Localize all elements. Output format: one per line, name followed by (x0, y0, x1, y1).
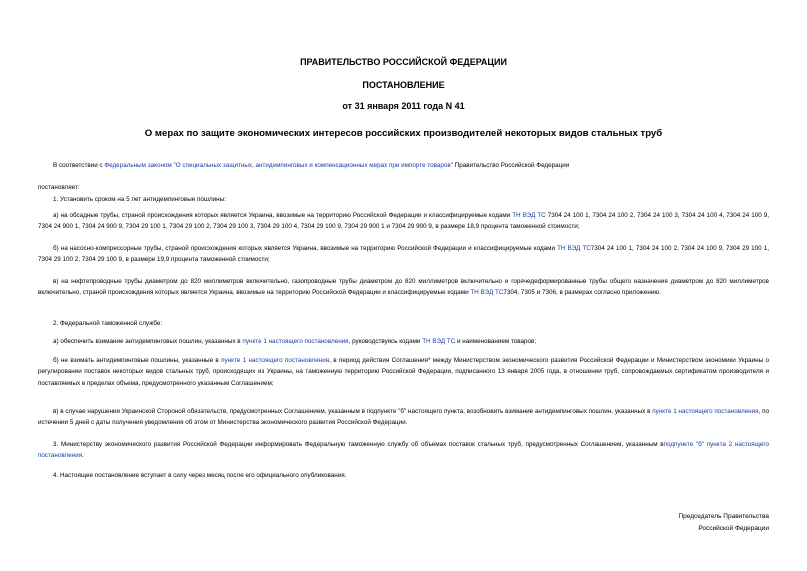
clause-1-link[interactable]: пункте 1 настоящего постановления (652, 408, 759, 415)
clause-1b-codes: 7304 24 100 1, 7304 24 100 2, 7304 24 100 9, 7304 29 100 1, 7304 29 100 2, 7304 29 100 9, в размере 19,9 процента таможенной стоимости; (38, 245, 769, 264)
clause-1b (38, 243, 769, 266)
signature-org: Российской Федерации (698, 525, 769, 532)
clause-2c-text: в) в случае нарушения Украинской Стороной обязательств, предусмотренных Соглашением, указанным в подпункте "б" настоящего пункта, возобновить взимание антидемпинговых пошлин, указанных в (53, 408, 653, 415)
decree-word: постановляет: (38, 184, 80, 191)
clause-1-link[interactable]: пункте 1 настоящего постановления (242, 338, 349, 345)
clause-2a-text: а) обеспечить взимание антидемпинговых пошлин, указанных в (53, 338, 243, 345)
clause-1-heading: 1. Установить сроком на 5 лет антидемпинговые пошлины: (53, 196, 226, 203)
signature-block (678, 511, 769, 535)
clause-1c-codes: 7304, 7305 и 7306, в размерах согласно приложению. (503, 289, 661, 297)
clause-1a-codes: 7304 24 100 1, 7304 24 100 2, 7304 24 100 3, 7304 24 100 4, 7304 24 100 9, 7304 24 900 1, 7304 24 900 9, 7304 29 100 1, 7304 29 100 2, 7304 29 100 3, 7304 29 100 4, 7304 29 100 9, 7304 29 900 1 и 7304 29 900 9, в размере 18,9 процента таможенной стоимости; (38, 212, 769, 231)
preamble-text-pre: В соответствии с (53, 162, 105, 169)
tn-ved-link[interactable]: ТН ВЭД ТС (557, 245, 591, 252)
document-date-number: от 31 января 2011 года N 41 (342, 101, 465, 111)
clause-2b-end: , в период действия Соглашения* между Министерством экономического развития Российской Федерации и Министерством экономики Украины о регулировании поставок некоторых видов стальных труб, происходящих из Украины, на таможенную территорию Российской Федерации, подписанного 13 января 2005 года, в отношении труб, сопровождаемых сертификатом производителя и поставляемых в пределах объема, предусмотренного указанным Соглашением; (38, 357, 769, 387)
clause-2-heading: 2. Федеральной таможенной службе: (53, 320, 163, 327)
clause-3-text: 3. Министерству экономического развития Российской Федерации информировать Федеральную таможенную службу об объемах поставок стальных труб, предусмотренных Соглашением, указанным в (53, 441, 664, 448)
clause-2c (38, 406, 769, 429)
clause-1a-text: а) на обсадные трубы, страной происхождения которых является Украина, ввозимые на территорию Российской Федерации и классифицируемые кодами (53, 212, 513, 219)
clause-1c-text: в) на нефтепроводные трубы диаметром до 820 миллиметров включительно, газопроводные трубы диаметром до 820 миллиметров включительно и горячедеформированные трубы общего назначения диаметром до 820 миллиметров включительно, страной происхождения которых является Украина, ввозимые на территорию Российской Федерации и классифицируемые кодами (38, 278, 769, 297)
federal-law-link[interactable]: Федеральным законом "О специальных защитных, антидемпинговых и компенсационных мерах при импорте товаров" (104, 162, 454, 169)
clause-2a-end: и наименованием товаров; (455, 338, 537, 345)
clause-1-link[interactable]: пункте 1 настоящего постановления (221, 357, 330, 364)
clause-2a (38, 336, 769, 347)
clause-2b (38, 355, 769, 389)
document-title: О мерах по защите экономических интересов российских производителей некоторых видов стальных труб (144, 128, 663, 139)
signature-title: Председатель Правительства (678, 513, 769, 520)
clause-3 (38, 439, 769, 462)
government-heading: ПРАВИТЕЛЬСТВО РОССИЙСКОЙ ФЕДЕРАЦИИ (300, 57, 507, 67)
subclause-b-link[interactable]: подпункте "б" пункта 2 настоящего постановления (38, 441, 769, 460)
tn-ved-link[interactable]: ТН ВЭД ТС (422, 338, 456, 345)
clause-4: 4. Настоящее постановление вступает в силу через месяц после его официального опубликования. (53, 472, 347, 479)
clause-2c-end: , по истечении 5 дней с даты получения уведомления об этом от Министерства экономического развития Российской Федерации. (38, 408, 769, 427)
clause-1c (38, 276, 769, 299)
preamble (38, 160, 769, 171)
clause-2a-mid: , руководствуясь кодами (348, 338, 423, 345)
clause-2b-text: б) не взимать антидемпинговые пошлины, указанные в (53, 357, 222, 364)
clause-1b-text: б) на насосно-компрессорные трубы, страной происхождения которых является Украина, ввозимые на территорию Российской Федерации и классифицируемые кодами (53, 245, 558, 252)
tn-ved-link[interactable]: ТН ВЭД ТС (470, 289, 504, 297)
document-type: ПОСТАНОВЛЕНИЕ (362, 80, 445, 90)
tn-ved-link[interactable]: ТН ВЭД ТС (512, 212, 546, 219)
preamble-text-post: Правительство Российской Федерации (453, 162, 570, 169)
clause-1a (38, 210, 769, 233)
clause-3-end: . (82, 452, 84, 460)
